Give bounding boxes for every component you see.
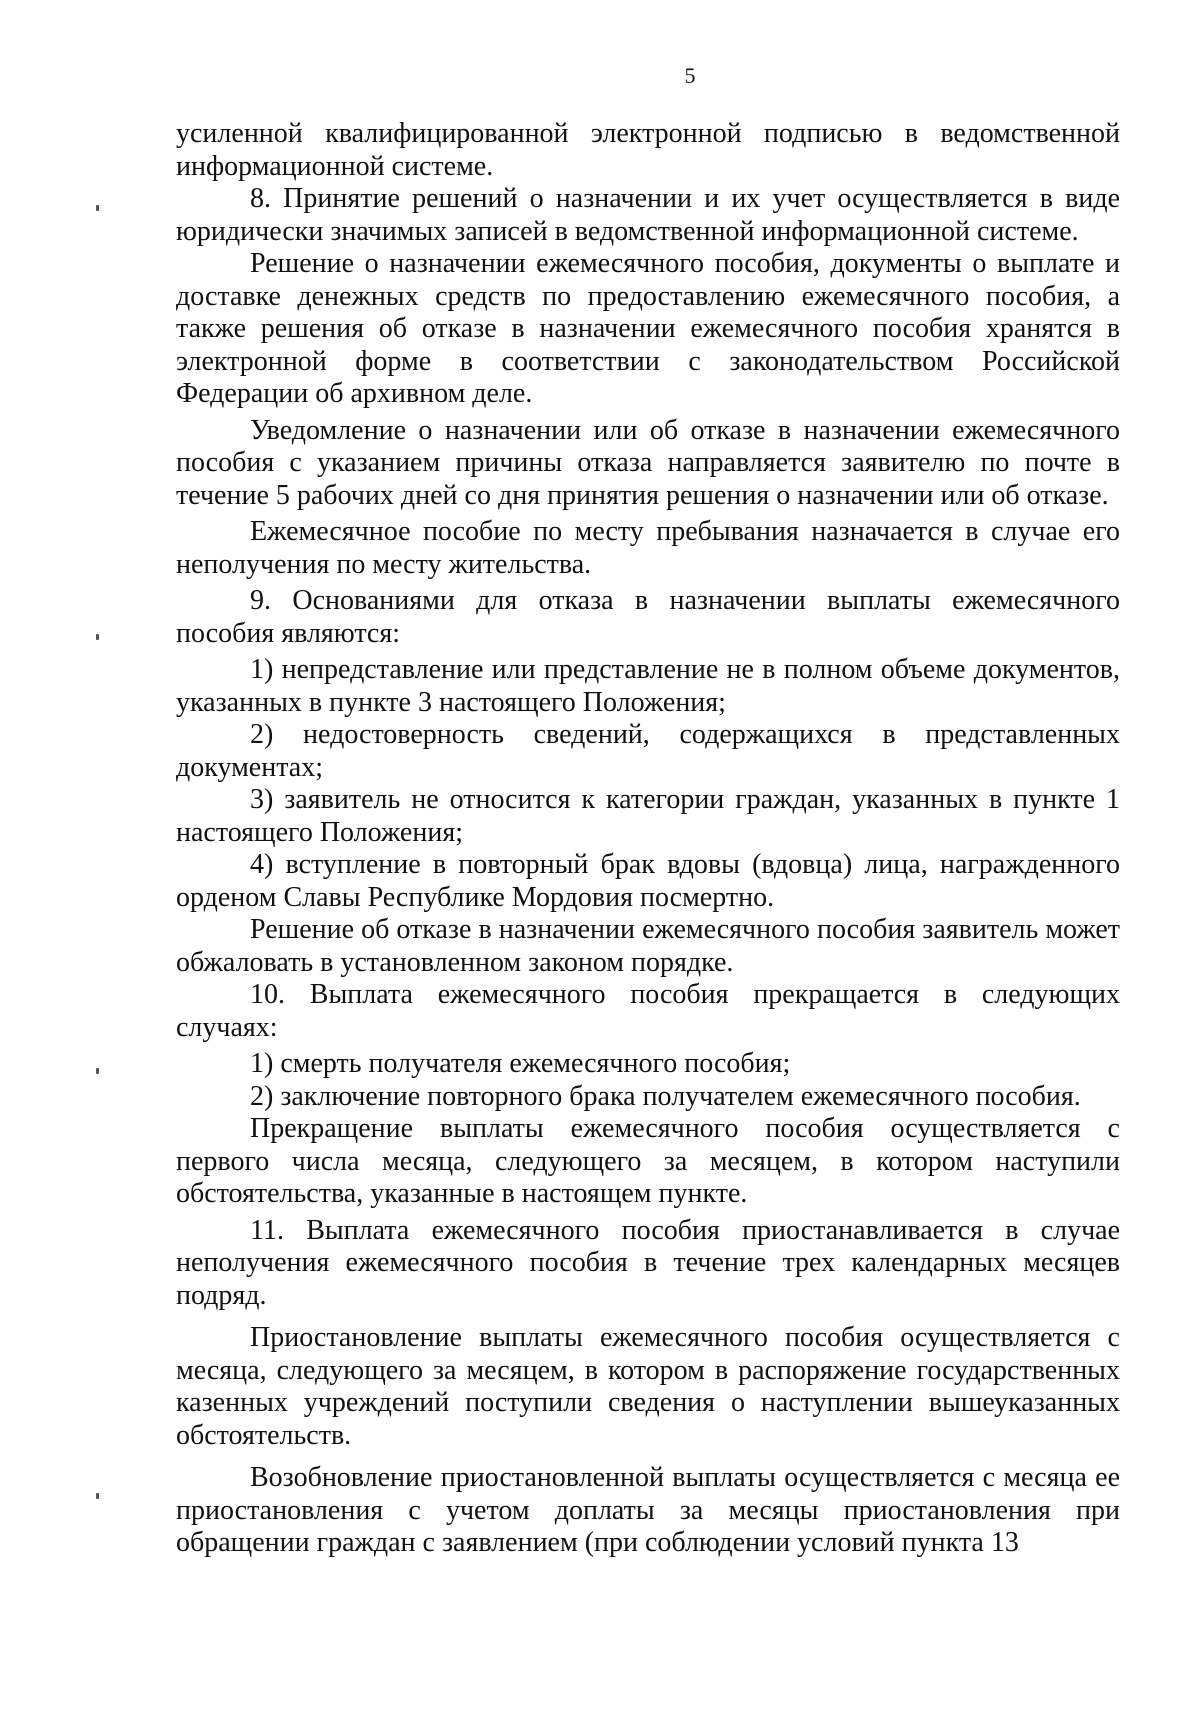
paragraph: Возобновление приостановленной выплаты осуществляется с месяца ее приостановления с учетом доплаты за месяцы приостановления при обращении граждан с заявлением (при соблюдении условий пункта 13 bbox=[176, 1462, 1120, 1558]
document-body bbox=[176, 118, 1120, 1560]
list-item: 1) смерть получателя ежемесячного пособия; bbox=[250, 1048, 791, 1079]
list-item: 4) вступление в повторный брак вдовы (вдовца) лица, награжденного орденом Славы Республике Мордовия посмертно. bbox=[176, 849, 1120, 913]
paragraph: Приостановление выплаты ежемесячного пособия осуществляется с месяца, следующего за месяцем, в котором в распоряжение государственных казенных учреждений поступили сведения о наступлении вышеуказанных обстоятельств. bbox=[176, 1322, 1120, 1451]
list-item: 2) заключение повторного брака получателем ежемесячного пособия. bbox=[250, 1080, 1081, 1112]
paragraph: Прекращение выплаты ежемесячного пособия осуществляется с первого числа месяца, следующего за месяцем, в котором наступили обстоятельства, указанные в настоящем пункте. bbox=[176, 1113, 1120, 1209]
paragraph: 10. Выплата ежемесячного пособия прекращается в следующих случаях: bbox=[176, 979, 1120, 1043]
margin-mark bbox=[96, 1493, 99, 1499]
list-item: 2) недостоверность сведений, содержащихся в представленных документах; bbox=[176, 719, 1120, 783]
paragraph: Ежемесячное пособие по месту пребывания назначается в случае его неполучения по месту жительства. bbox=[176, 516, 1120, 580]
paragraph: Решение о назначении ежемесячного пособия, документы о выплате и доставке денежных средств по предоставлению ежемесячного пособия, а также решения об отказе в назначении ежемесячного пособия хранятся в электронной форме в соответствии с законодательством Российской Федерации об архивном деле. bbox=[176, 248, 1120, 409]
margin-mark bbox=[96, 205, 99, 211]
paragraph: 8. Принятие решений о назначении и их учет осуществляется в виде юридически значимых записей в ведомственной информационной системе. bbox=[176, 183, 1120, 247]
margin-mark bbox=[96, 634, 99, 640]
paragraph: Решение об отказе в назначении ежемесячного пособия заявитель может обжаловать в установленном законом порядке. bbox=[176, 914, 1120, 978]
paragraph: Уведомление о назначении или об отказе в назначении ежемесячного пособия с указанием причины отказа направляется заявителю по почте в течение 5 рабочих дней со дня принятия решения о назначении или об отказе. bbox=[176, 414, 1120, 511]
margin-mark bbox=[96, 1068, 99, 1074]
list-item: 1) непредставление или представление не в полном объеме документов, указанных в пункте 3 настоящего Положения; bbox=[176, 654, 1120, 718]
paragraph: 11. Выплата ежемесячного пособия приостанавливается в случае неполучения ежемесячного пособия в течение трех календарных месяцев подряд. bbox=[176, 1214, 1120, 1311]
paragraph: усиленной квалифицированной электронной подписью в ведомственной информационной системе. bbox=[176, 118, 1120, 182]
paragraph: 9. Основаниями для отказа в назначении выплаты ежемесячного пособия являются: bbox=[176, 585, 1120, 649]
list-item: 3) заявитель не относится к категории граждан, указанных в пункте 1 настоящего Положения; bbox=[176, 784, 1120, 848]
page-number: 5 bbox=[684, 63, 696, 88]
